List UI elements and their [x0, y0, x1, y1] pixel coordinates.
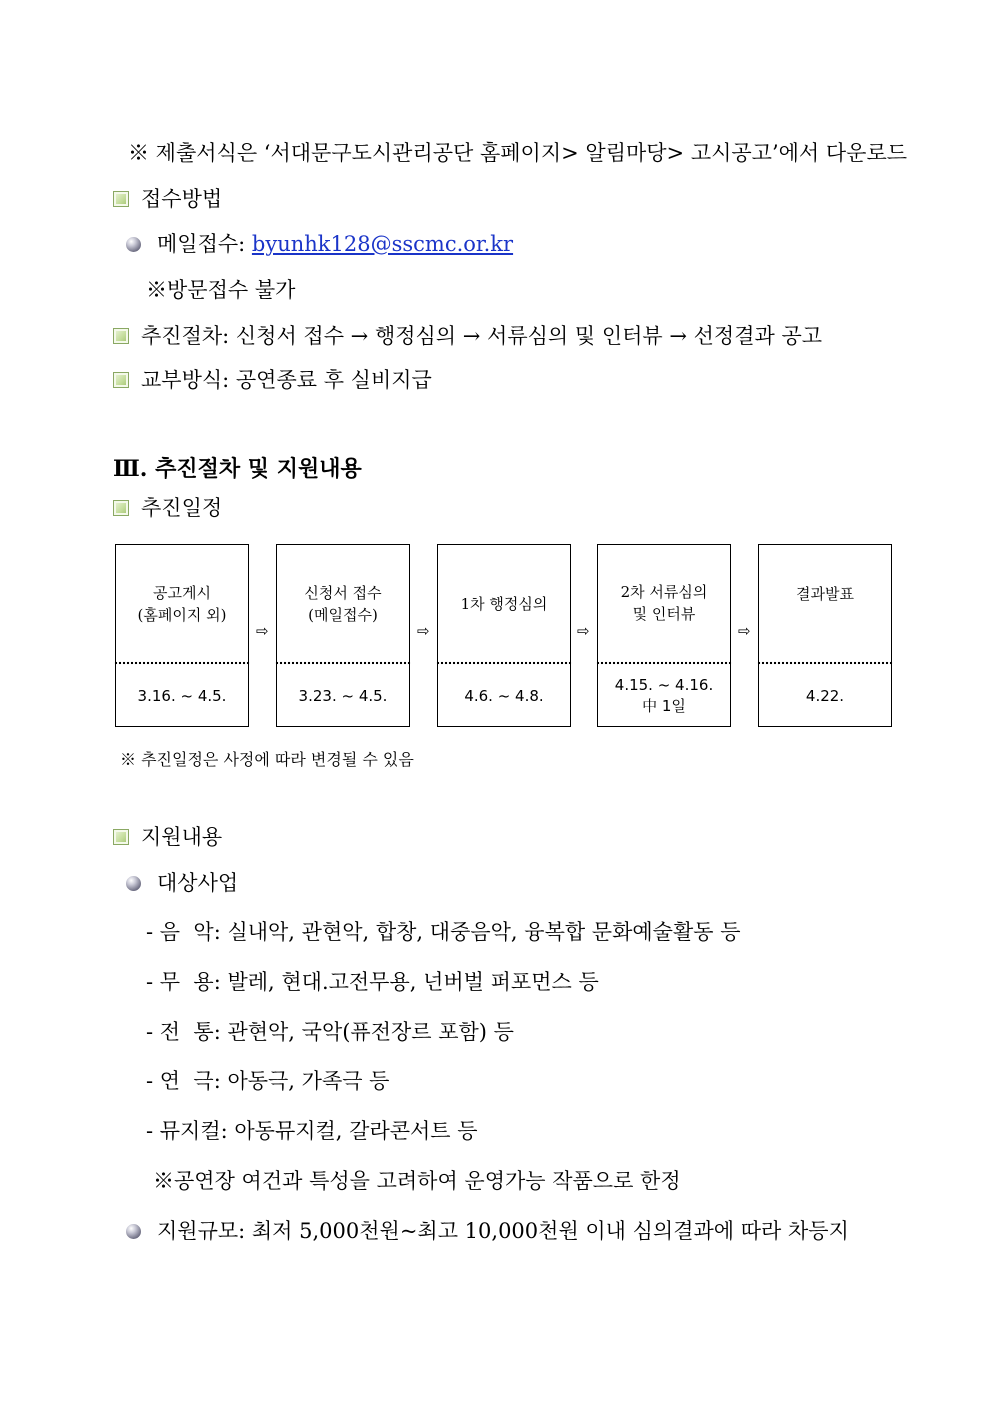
genre-line: - 뮤지컬: 아동뮤지컬, 갈라콘서트 등	[146, 1119, 478, 1143]
email-label: 메일접수:	[157, 232, 252, 256]
step-title: 1차 행정심의	[460, 595, 548, 613]
venue-note: ※공연장 여건과 특성을 고려하여 운영가능 작품으로 한정	[153, 1169, 681, 1193]
procedure-text: 추진절차: 신청서 접수 → 행정심의 → 서류심의 및 인터뷰 → 선정결과 공고	[141, 324, 823, 348]
visit-reception-note: ※방문접수 불가	[146, 278, 296, 302]
reception-method-title: 접수방법	[141, 187, 223, 211]
step-period: 4.22.	[805, 686, 845, 705]
step-subtitle: (홈페이지 외)	[137, 606, 227, 624]
schedule-step-box	[276, 544, 410, 727]
email-reception-item	[126, 234, 513, 255]
sphere-bullet-icon	[126, 237, 141, 252]
step-period: 3.16. ~ 4.5.	[137, 686, 227, 705]
sphere-bullet-icon	[126, 1224, 141, 1239]
schedule-note: ※ 추진일정은 사정에 따라 변경될 수 있음	[120, 750, 414, 769]
target-item	[126, 873, 238, 894]
green-square-bullet-icon	[113, 328, 129, 344]
dotted-divider	[596, 661, 732, 665]
dotted-divider	[114, 661, 250, 665]
green-square-bullet-icon	[113, 829, 129, 845]
dotted-divider	[757, 661, 893, 665]
genre-line: - 무 용: 발레, 현대.고전무용, 넌버벌 퍼포먼스 등	[146, 970, 599, 994]
scale-item	[126, 1221, 849, 1242]
schedule-step-box	[115, 544, 249, 727]
section-heading: Ⅲ. 추진절차 및 지원내용	[113, 456, 362, 482]
green-square-bullet-icon	[113, 372, 129, 388]
scale-text: 지원규모: 최저 5,000천원~최고 10,000천원 이내 심의결과에 따라 차등지	[157, 1219, 849, 1243]
step-title: 2차 서류심의	[620, 583, 708, 601]
green-square-bullet-icon	[113, 500, 129, 516]
payment-text: 교부방식: 공연종료 후 실비지급	[141, 368, 432, 392]
step-period: 4.6. ~ 4.8.	[464, 686, 544, 705]
step-title: 신청서 접수	[304, 584, 382, 602]
dotted-divider	[275, 661, 411, 665]
step-period: 3.23. ~ 4.5.	[298, 686, 388, 705]
step-title: 공고게시	[153, 584, 211, 602]
step-period-extra: 中 1일	[642, 697, 686, 715]
flow-arrow-icon: ⇨	[256, 622, 269, 640]
support-title: 지원내용	[141, 825, 223, 849]
procedure-item	[113, 326, 822, 347]
payment-item	[113, 370, 432, 391]
support-item	[113, 827, 222, 848]
step-subtitle: 및 인터뷰	[632, 605, 696, 623]
step-period: 4.15. ~ 4.16.	[614, 676, 714, 694]
flow-arrow-icon: ⇨	[577, 622, 590, 640]
submission-form-note: ※ 제출서식은 ‘서대문구도시관리공단 홈페이지> 알림마당> 고시공고’에서 다운로드	[128, 141, 908, 165]
schedule-step-box	[758, 544, 892, 727]
target-title: 대상사업	[157, 871, 239, 895]
schedule-item	[113, 498, 222, 519]
dotted-divider	[436, 661, 572, 665]
schedule-step-box	[597, 544, 731, 727]
schedule-title: 추진일정	[141, 496, 223, 520]
genre-line: - 전 통: 관현악, 국악(퓨전장르 포함) 등	[146, 1020, 514, 1044]
sphere-bullet-icon	[126, 876, 141, 891]
email-link[interactable]: byunhk128@sscmc.or.kr	[251, 232, 514, 256]
step-subtitle: (메일접수)	[308, 606, 378, 624]
genre-line: - 연 극: 아동극, 가족극 등	[146, 1069, 390, 1093]
genre-line: - 음 악: 실내악, 관현악, 합창, 대중음악, 융복합 문화예술활동 등	[146, 920, 741, 944]
flow-arrow-icon: ⇨	[417, 622, 430, 640]
reception-method-item	[113, 189, 222, 210]
step-title: 결과발표	[796, 585, 854, 603]
flow-arrow-icon: ⇨	[738, 622, 751, 640]
schedule-step-box	[437, 544, 571, 727]
green-square-bullet-icon	[113, 191, 129, 207]
